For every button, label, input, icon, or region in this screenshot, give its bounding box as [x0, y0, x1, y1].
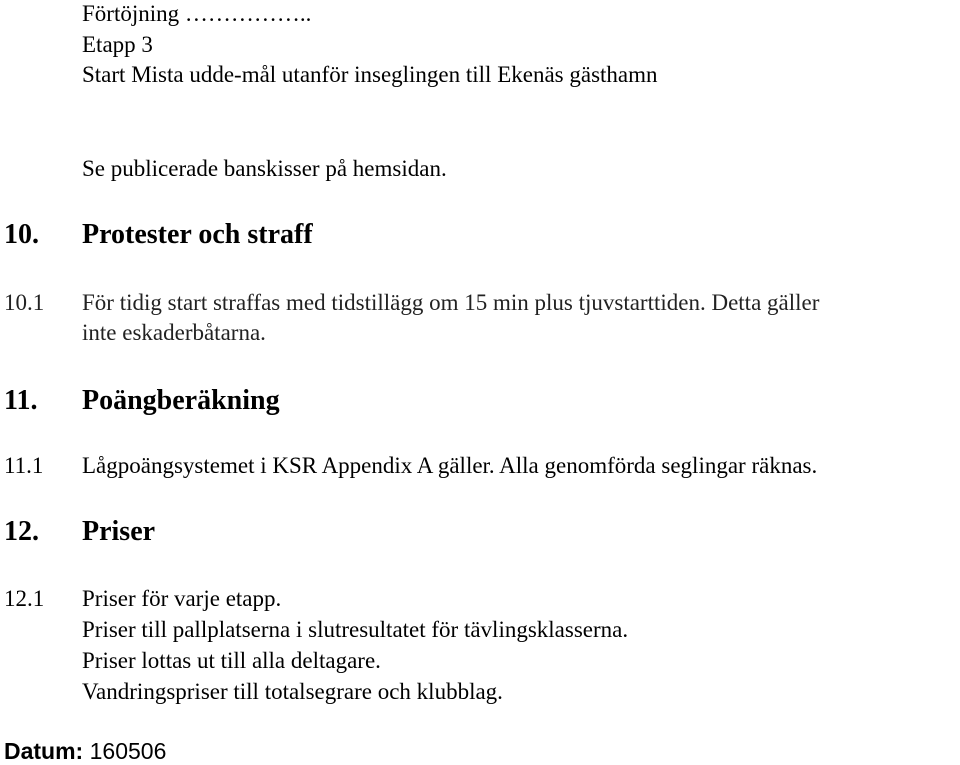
section-11-title: Poängberäkning: [82, 385, 280, 416]
section-11-number: 11.: [4, 385, 38, 416]
item-10-1-number: 10.1: [4, 290, 45, 315]
item-10-1-line-1: För tidig start straffas med tidstillägg om 15 min plus tjuvstarttiden. Detta gäller: [82, 290, 820, 315]
item-10-1-line-2: inte eskaderbåtarna.: [82, 320, 266, 345]
item-11-1-line-1: Lågpoängsystemet i KSR Appendix A gäller. Alla genomförda seglingar räknas.: [82, 453, 818, 478]
route-description: Start Mista udde-mål utanför inseglingen till Ekenäs gästhamn: [82, 62, 658, 87]
item-12-1-line-2: Priser till pallplatserna i slutresultatet för tävlingsklasserna.: [82, 617, 629, 642]
item-12-1-line-4: Vandringspriser till totalsegrare och klubblag.: [82, 679, 503, 704]
item-11-1-number: 11.1: [4, 453, 44, 478]
item-12-1-line-3: Priser lottas ut till alla deltagare.: [82, 648, 381, 673]
etapp-label: Etapp 3: [82, 32, 153, 57]
section-12-title: Priser: [82, 516, 156, 547]
item-12-1-number: 12.1: [4, 586, 45, 611]
section-10-title: Protester och straff: [82, 219, 313, 250]
datum-footer: [4, 737, 166, 765]
datum-label: Datum:: [4, 738, 84, 764]
fortojning-line: Förtöjning ……………..: [82, 1, 312, 26]
section-12-number: 12.: [4, 516, 39, 547]
section-10-number: 10.: [4, 219, 39, 250]
datum-value: 160506: [89, 738, 167, 764]
sketch-note: Se publicerade banskisser på hemsidan.: [82, 156, 447, 181]
item-12-1-line-1: Priser för varje etapp.: [82, 586, 282, 611]
